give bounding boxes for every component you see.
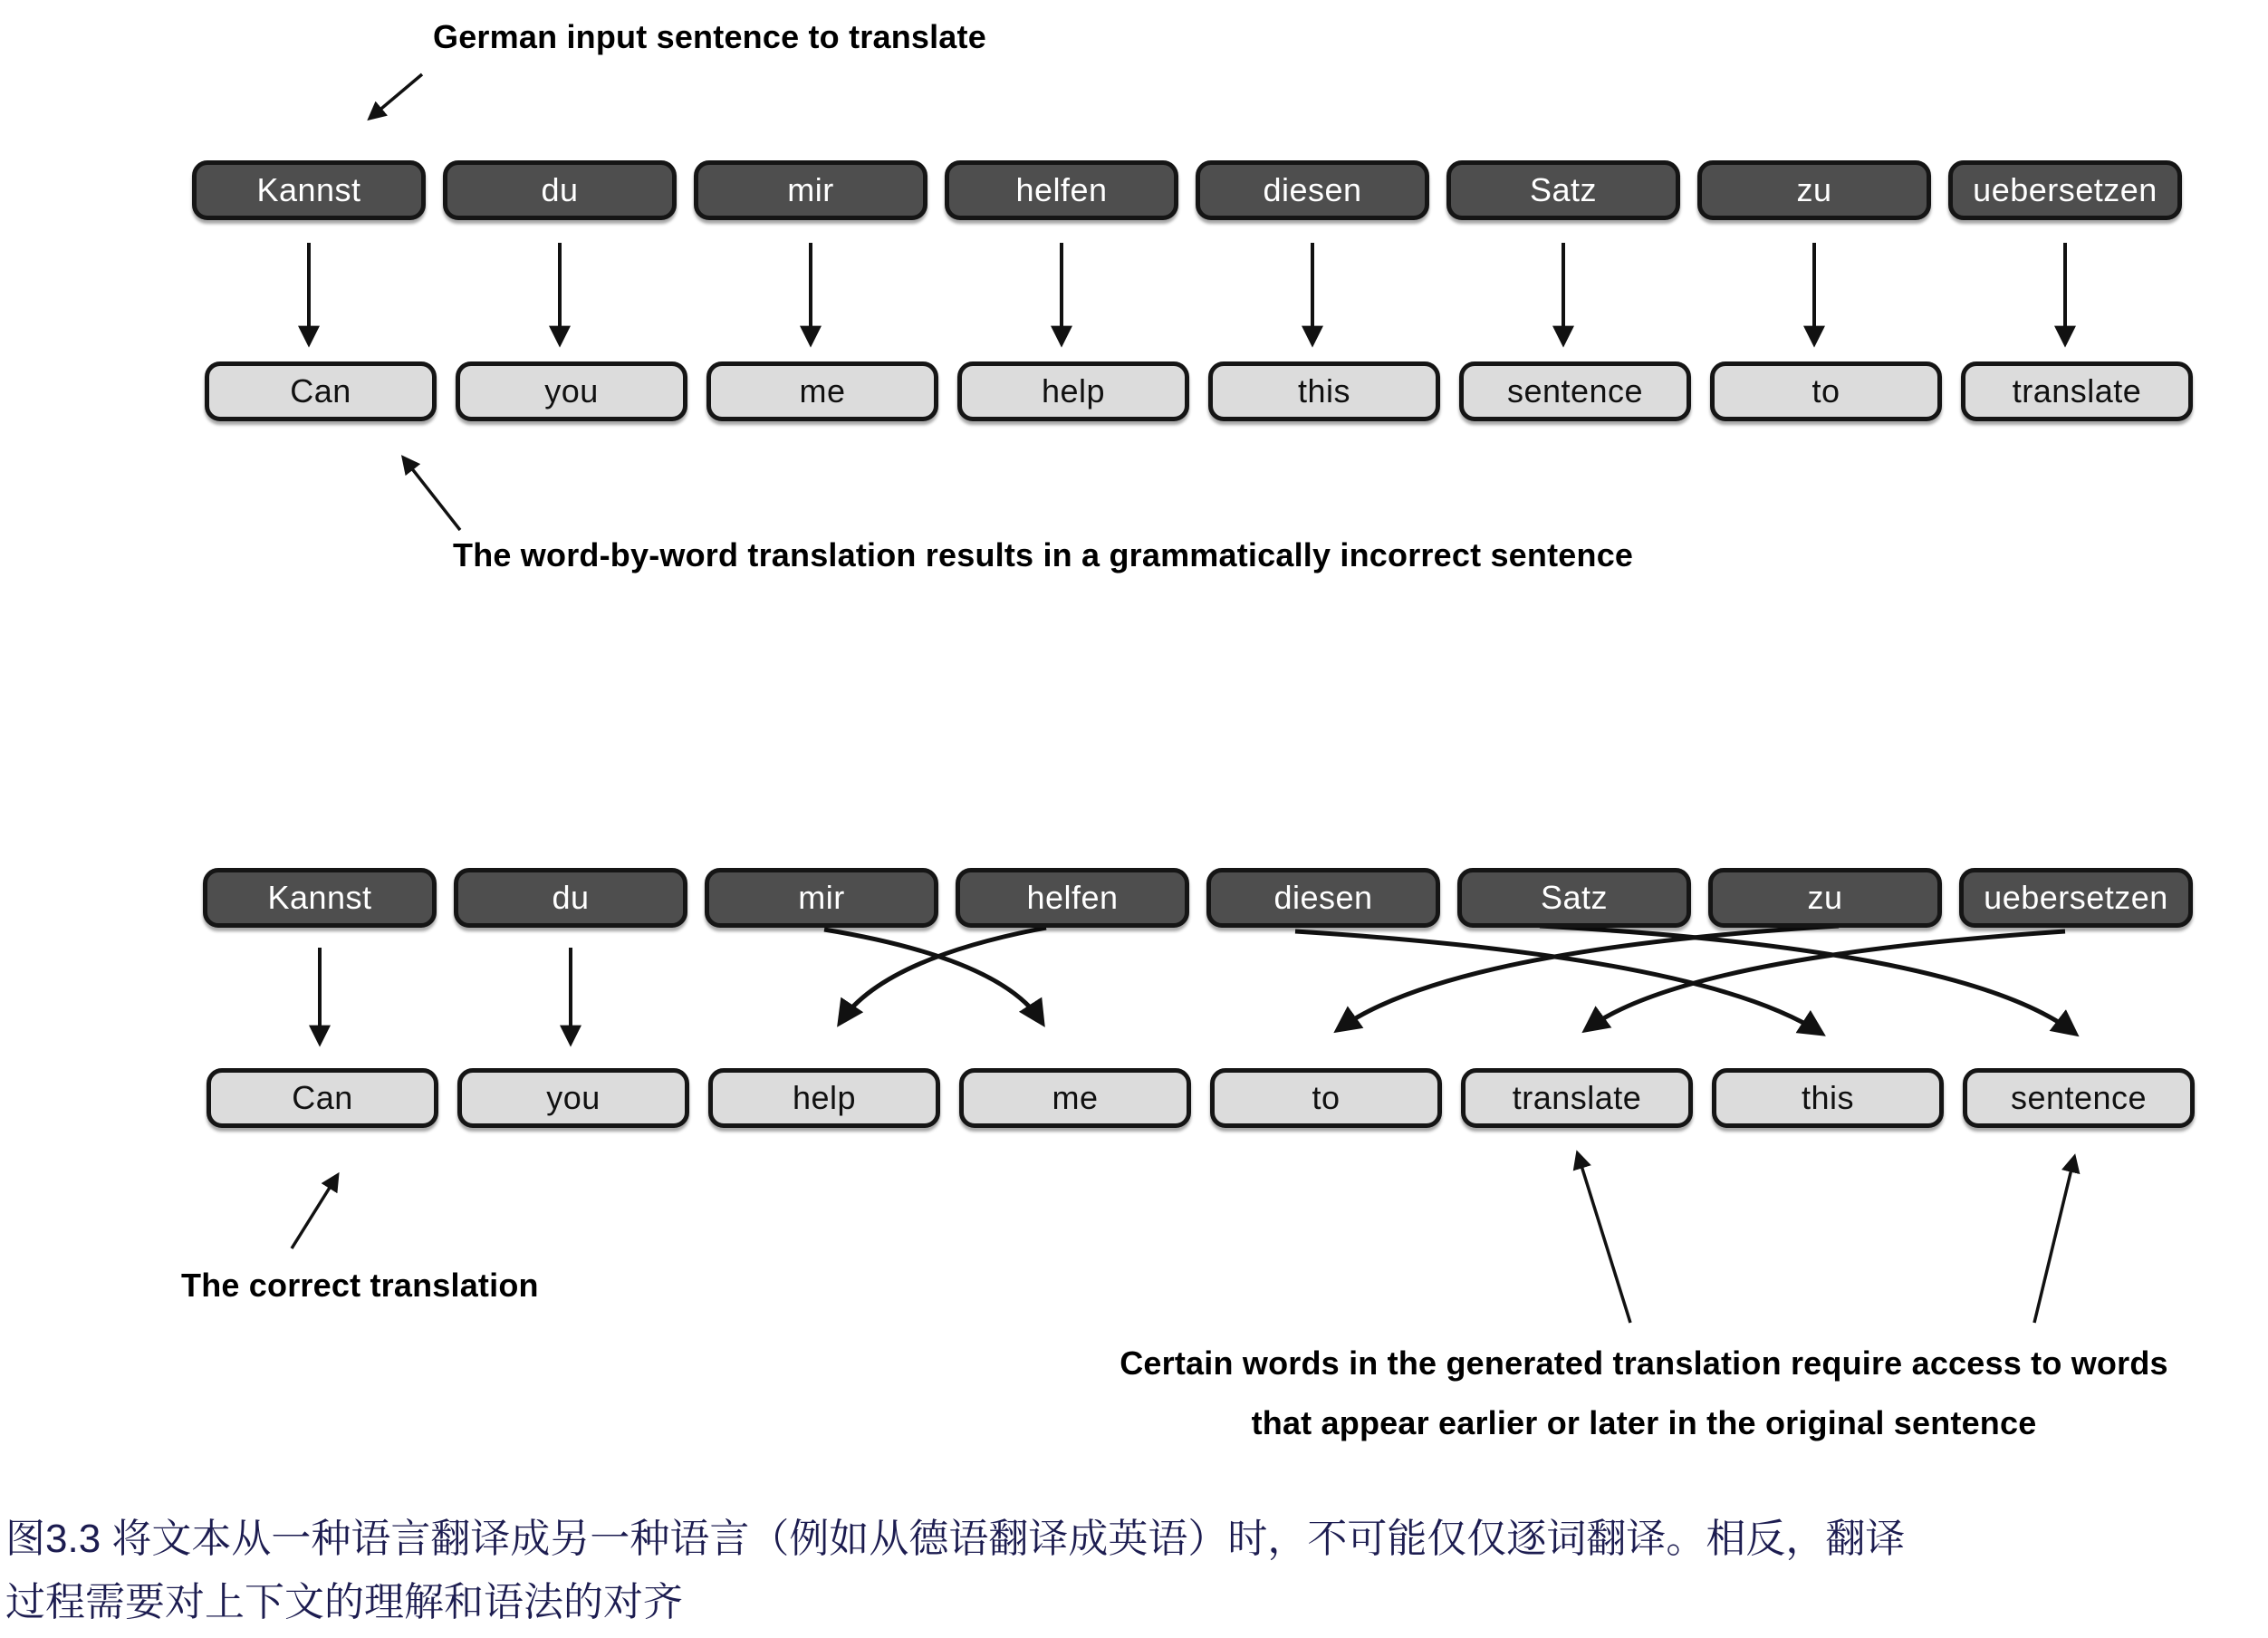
annotation-german-input: German input sentence to translate [433, 18, 986, 55]
figure-caption [5, 1508, 2264, 1634]
german-word-box: diesen [1206, 868, 1440, 928]
annotation-word-by-word: The word-by-word translation results in a grammatically incorrect sentence [453, 536, 1634, 573]
arrow-context-to-translate [1578, 1154, 1630, 1323]
arrow-result-label [404, 458, 460, 530]
english-word-box: this [1712, 1068, 1944, 1128]
arrow-b-zu-to [1339, 926, 1839, 1029]
arrow-b-mir-me [824, 930, 1042, 1022]
german-word-box: uebersetzen [1959, 868, 2193, 928]
english-word-box: translate [1461, 1068, 1693, 1128]
german-word-box: zu [1708, 868, 1942, 928]
english-word-box: help [957, 361, 1189, 421]
english-word-box: me [706, 361, 938, 421]
german-word-box: Satz [1457, 868, 1691, 928]
english-word-box: Can [205, 361, 437, 421]
german-word-box: mir [694, 160, 927, 220]
arrow-b-helfen-help [841, 928, 1046, 1022]
german-word-box: helfen [956, 868, 1189, 928]
arrow-input-label [370, 74, 422, 118]
english-word-box: you [457, 1068, 689, 1128]
english-word-box: to [1210, 1068, 1442, 1128]
english-word-box: translate [1961, 361, 2193, 421]
arrow-b-uebersetzen-translate [1587, 931, 2065, 1029]
english-word-box: this [1208, 361, 1440, 421]
german-word-box: Satz [1446, 160, 1680, 220]
english-word-box: me [959, 1068, 1191, 1128]
english-word-box: Can [207, 1068, 438, 1128]
german-word-box: diesen [1196, 160, 1429, 220]
arrow-b-diesen-this [1295, 931, 1821, 1033]
english-word-box: you [456, 361, 687, 421]
english-word-box: sentence [1459, 361, 1691, 421]
german-word-box: Kannst [192, 160, 426, 220]
german-word-box: du [443, 160, 677, 220]
annotation-context-line2: that appear earlier or later in the original sentence [1251, 1404, 2037, 1441]
annotation-context-access [1042, 1334, 2246, 1453]
german-word-box: Kannst [203, 868, 437, 928]
figure-caption-line1: 图3.3 将文本从一种语言翻译成另一种语言（例如从德语翻译成英语）时，不可能仅仅逐词翻译。相反，翻译 [5, 1517, 1906, 1561]
english-word-box: sentence [1963, 1068, 2195, 1128]
german-word-box: uebersetzen [1948, 160, 2182, 220]
english-word-box: help [708, 1068, 940, 1128]
german-word-box: zu [1697, 160, 1931, 220]
german-word-box: helfen [945, 160, 1178, 220]
arrow-context-to-sentence [2034, 1158, 2074, 1323]
german-word-box: du [454, 868, 687, 928]
annotation-correct-translation: The correct translation [181, 1267, 539, 1304]
arrow-correct-label [292, 1176, 337, 1248]
annotation-context-line1: Certain words in the generated translation require access to words [1120, 1344, 2168, 1382]
english-word-box: to [1710, 361, 1942, 421]
arrow-b-satz-sentence [1540, 926, 2074, 1033]
german-word-box: mir [705, 868, 938, 928]
figure-caption-line2: 过程需要对上下文的理解和语法的对齐 [5, 1580, 683, 1624]
